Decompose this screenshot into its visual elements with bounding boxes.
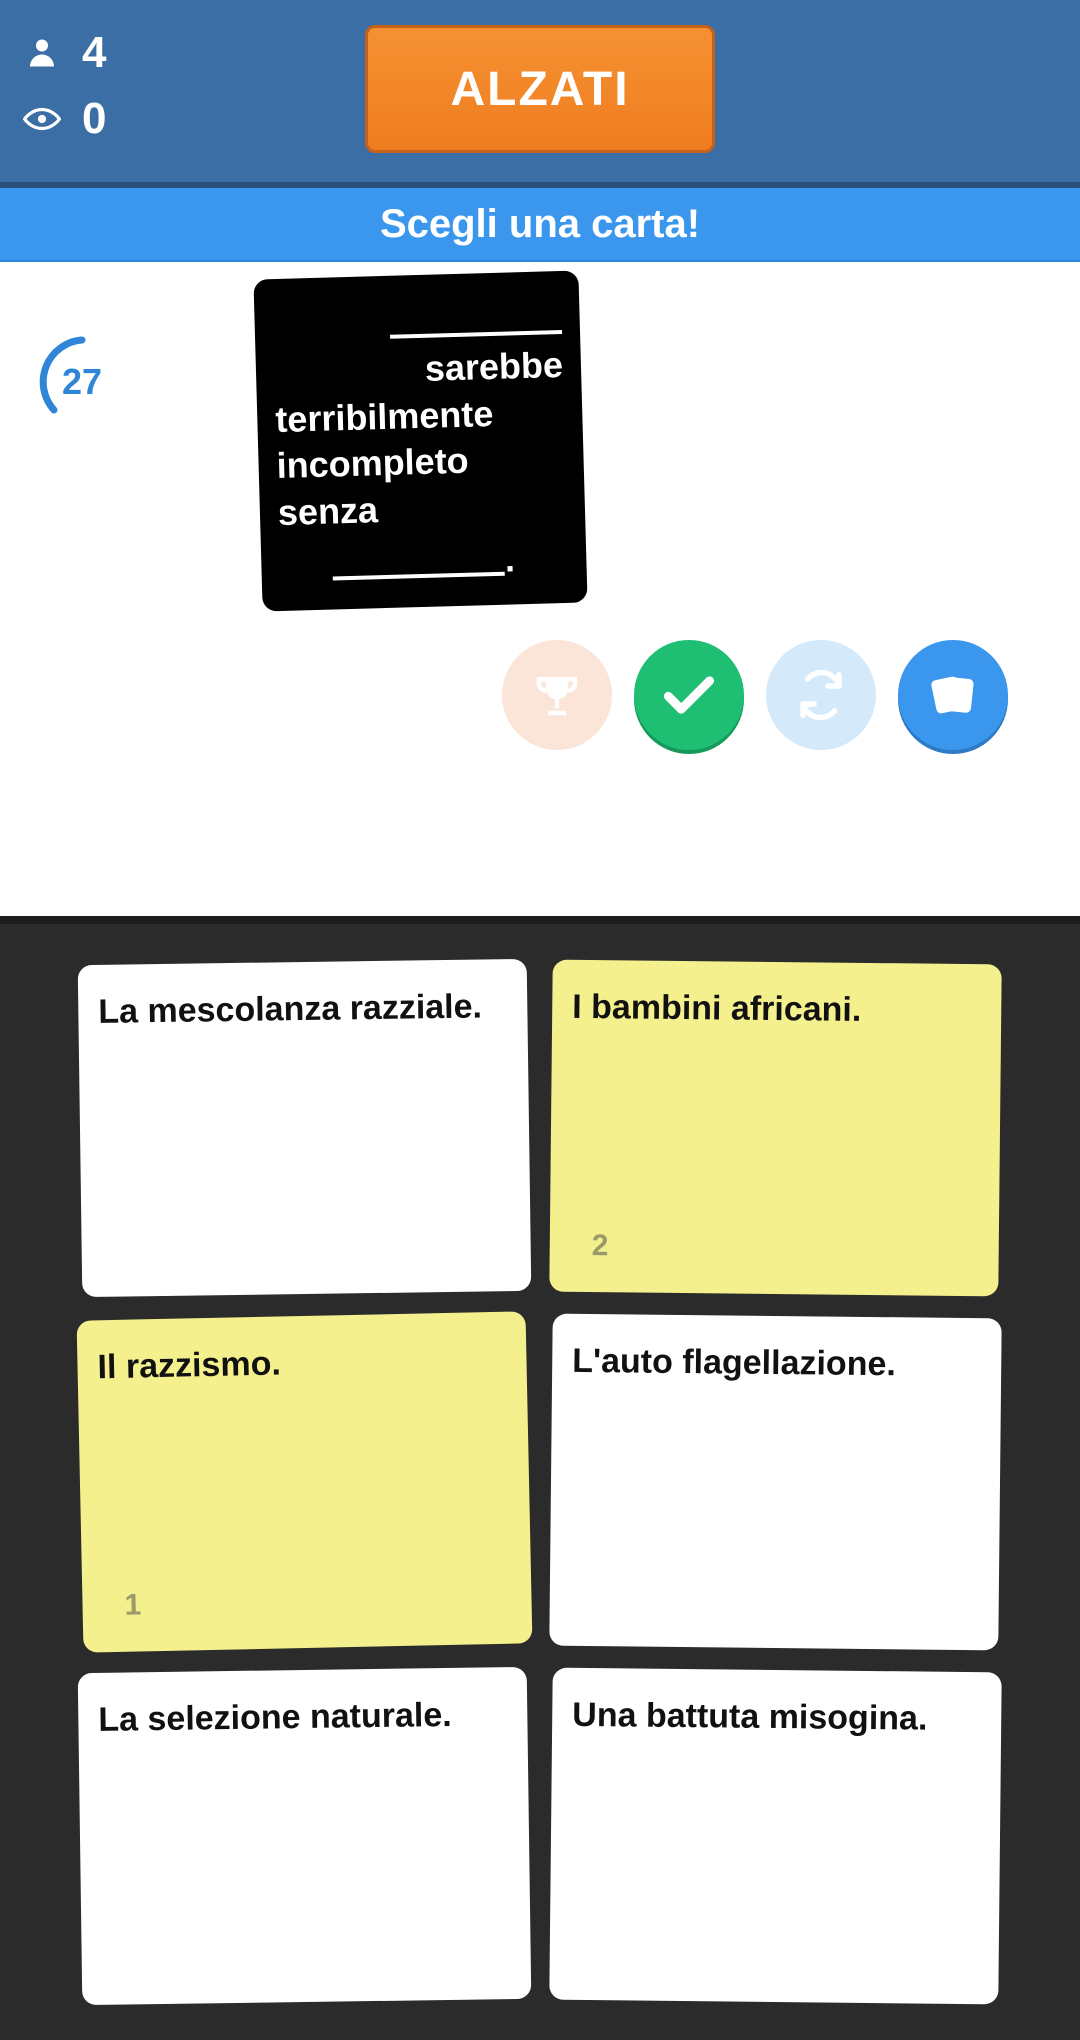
hand-grid: [80, 962, 1000, 2002]
hand-card-text: Il razzismo.: [97, 1344, 282, 1387]
hand-card[interactable]: [549, 960, 1001, 1297]
hand-card[interactable]: [78, 959, 532, 1297]
counters: [22, 26, 106, 146]
timer-value: 27: [61, 361, 103, 402]
deck-button[interactable]: [898, 640, 1008, 750]
hand-card[interactable]: [78, 1667, 532, 2005]
hand-area: [0, 924, 1080, 2040]
black-card-area: [0, 262, 1080, 924]
players-count: 4: [82, 28, 107, 77]
trophy-button[interactable]: [502, 640, 612, 750]
hand-card-text: L'auto flagellazione.: [572, 1341, 897, 1384]
black-card: [253, 271, 587, 612]
black-card-blank-2: [333, 572, 505, 581]
hand-card-pick: 2: [591, 1228, 609, 1262]
black-card-line-1: sarebbe: [424, 343, 564, 389]
instruction-text: Scegli una carta!: [379, 201, 701, 246]
top-bar: [0, 0, 1080, 188]
eye-icon: [22, 99, 62, 139]
instruction-banner: [0, 188, 1080, 262]
spectators-count: 0: [82, 94, 107, 143]
black-card-line-3: incompleto senza: [276, 440, 470, 534]
hand-card-pick: 1: [124, 1587, 142, 1622]
action-buttons: [0, 640, 1080, 750]
players-counter: [22, 26, 106, 80]
hand-card[interactable]: [77, 1311, 533, 1652]
alzati-button[interactable]: ALZATI: [365, 25, 715, 153]
hand-card-text: I bambini africani.: [572, 987, 862, 1029]
confirm-button[interactable]: [634, 640, 744, 750]
spectators-counter: [22, 92, 106, 146]
hand-card[interactable]: [549, 1668, 1001, 2005]
black-card-line-4: .: [504, 538, 516, 580]
hand-card-text: La mescolanza razziale.: [98, 987, 483, 1031]
hand-card-text: Una battuta misogina.: [572, 1695, 928, 1738]
hand-card-text: La selezione naturale.: [98, 1695, 452, 1739]
refresh-button[interactable]: [766, 640, 876, 750]
person-icon: [22, 33, 62, 73]
black-card-line-2: terribilmente: [274, 392, 494, 440]
hand-card[interactable]: [549, 1314, 1001, 1651]
black-card-blank-1: [390, 330, 562, 339]
countdown-timer: [32, 332, 132, 432]
